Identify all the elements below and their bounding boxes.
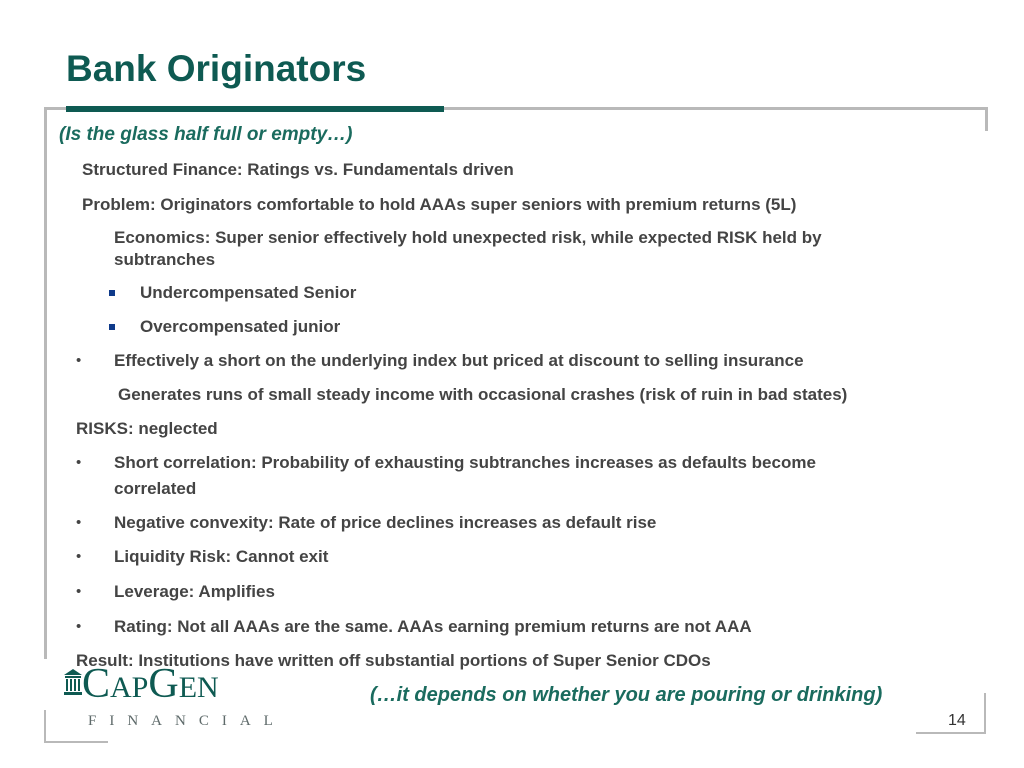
text-line: RISKS: neglected (76, 419, 218, 438)
dot-bullet: • (76, 583, 82, 600)
text-line: Structured Finance: Ratings vs. Fundamentals driven (82, 160, 514, 179)
square-bullet (109, 290, 115, 296)
logo-subtitle: FINANCIAL (88, 713, 286, 729)
bottom-right-vertical (984, 693, 986, 733)
building-columns-icon (63, 668, 83, 696)
text-line: correlated (114, 479, 197, 498)
dot-bullet: • (76, 352, 82, 369)
text-line: Economics: Super senior effectively hold unexpected risk, while expected RISK held by (114, 228, 822, 247)
text-line: subtranches (114, 250, 216, 269)
text-line: Problem: Originators comfortable to hold AAAs super seniors with premium returns (5L) (82, 195, 797, 214)
list-item: Overcompensated junior (140, 317, 341, 336)
left-rule (44, 107, 47, 659)
list-item: Short correlation: Probability of exhausting subtranches increases as defaults become (114, 453, 816, 472)
list-item: Liquidity Risk: Cannot exit (114, 547, 329, 566)
accent-rule (66, 106, 444, 112)
dot-bullet: • (76, 618, 82, 635)
list-item: Rating: Not all AAAs are the same. AAAs earning premium returns are not AAA (114, 617, 752, 636)
footer-quote: (…it depends on whether you are pouring or drinking) (370, 684, 883, 706)
list-item: Negative convexity: Rate of price declines increases as default rise (114, 513, 657, 532)
dot-bullet: • (76, 454, 82, 471)
slide-subtitle: (Is the glass half full or empty…) (59, 124, 353, 145)
list-item: Undercompensated Senior (140, 283, 357, 302)
dot-bullet: • (76, 514, 82, 531)
bottom-right-horizontal (916, 732, 986, 734)
list-item: Leverage: Amplifies (114, 582, 275, 601)
square-bullet (109, 324, 115, 330)
slide-title: Bank Originators (66, 48, 367, 89)
list-item: Effectively a short on the underlying index but priced at discount to selling insurance (114, 351, 804, 370)
bottom-left-vertical (44, 710, 46, 742)
dot-bullet: • (76, 548, 82, 565)
page-number: 14 (948, 712, 966, 729)
company-logo: CAPGEN (82, 661, 219, 707)
text-line: Generates runs of small steady income with occasional crashes (risk of ruin in bad states) (118, 385, 848, 404)
bottom-left-horizontal (44, 741, 108, 743)
right-rule (985, 107, 988, 131)
text-line: Result: Institutions have written off substantial portions of Super Senior CDOs (76, 651, 711, 670)
